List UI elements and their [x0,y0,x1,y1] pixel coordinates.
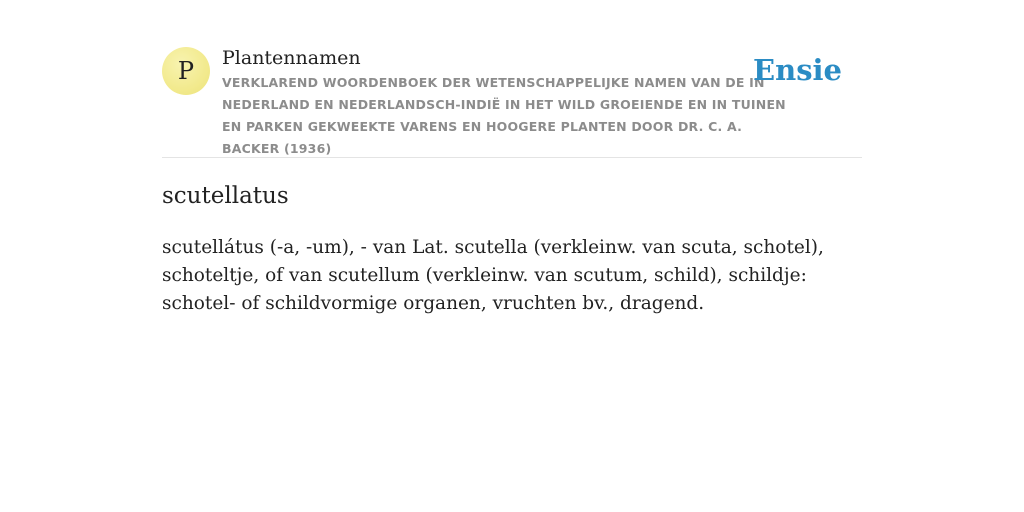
source-avatar[interactable]: P [162,47,210,95]
entry-definition: scutellátus (-a, -um), - van Lat. scutella (verkleinw. van scuta, schotel), schoteltje, of van scutellum (verkleinw. van scutum, schild), schildje: schotel- of schildvormige organen, vruchten bv., dragend. [162,237,824,314]
source-description: VERKLAREND WOORDENBOEK DER WETENSCHAPPELIJKE NAMEN VAN DE IN NEDERLAND EN NEDERLANDSCH-INDIË IN HET WILD GROEIENDE EN IN TUINEN EN PARKEN GEKWEEKTE VARENS EN HOOGERE PLANTEN DOOR DR. C. A. BACKER (1936) [222,75,786,156]
entry-headword: scutellatus [162,183,289,209]
header-divider [162,157,862,158]
ensie-logo-link[interactable]: Ensie [753,53,842,87]
source-header [162,46,862,157]
source-name-link[interactable]: Plantennamen [222,47,361,69]
